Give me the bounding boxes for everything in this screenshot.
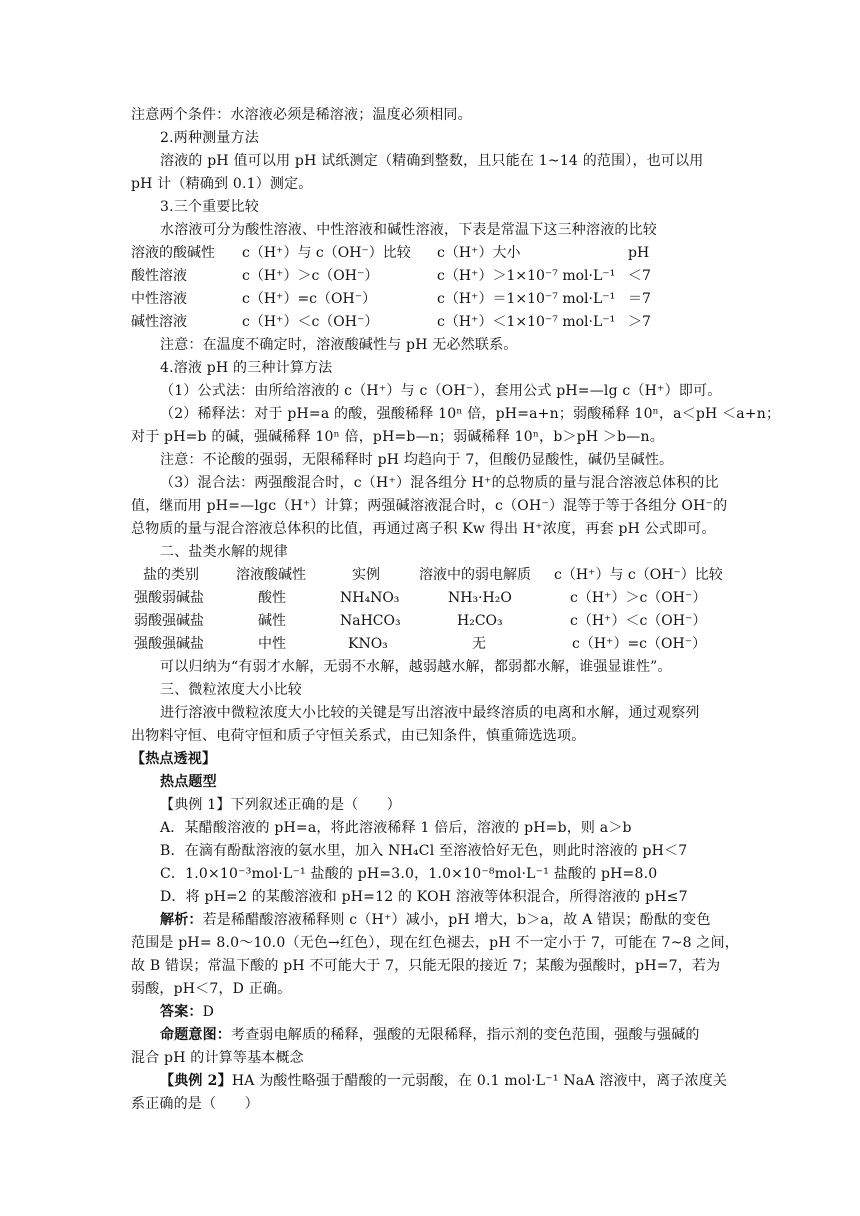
intent-text: 考查弱电解质的稀释，强酸的无限稀释，指示剂的变色范围，强酸与强碱的 [231,1027,700,1043]
analysis-text: 若是稀醋酸溶液稀释则 c（H⁺）减小，pH 增大，b＞a，故 A 错误；酚酞的变色 [202,912,711,928]
table-header-cell: c（H⁺）大小 [437,245,521,261]
text-line: （1）公式法：由所给溶液的 c（H⁺）与 c（OH⁻），套用公式 pH=—lg c（H⁺）即可。 [160,383,722,399]
table-cell: H₂CO₃ [457,613,503,629]
text-line: 溶液的 pH 值可以用 pH 试纸测定（精确到整数，且只能在 1~14 的范围），也可以用 [160,153,704,169]
table-cell: c（H⁺）=c（OH⁻） [572,636,707,652]
analysis-line [160,909,711,931]
table-cell: ＝7 [628,291,651,307]
option-d: D．将 pH=2 的某酸溶液和 pH=12 的 KOH 溶液等体积混合，所得溶液的 pH≤7 [160,889,688,905]
option-a: A．某醋酸溶液的 pH=a，将此溶液稀释 1 倍后，溶液的 pH=b，则 a＞b [160,820,632,836]
table-cell: c（H⁺）＞c（OH⁻） [570,590,707,606]
text-line: （3）混合法：两强酸混合时，c（H⁺）混各组分 H⁺的总物质的量与混合溶液总体积的比 [160,475,719,491]
table-cell: NH₃·H₂O [448,590,512,606]
table-cell: c（H⁺）＜1×10⁻⁷ mol·L⁻¹ [437,314,616,330]
text-line: 可以归纳为“有弱才水解，无弱不水解，越弱越水解，都弱都水解，谁强显谁性”。 [160,659,672,675]
table-header-cell: pH [628,245,650,261]
example-text: HA 为酸性略强于醋酸的一元弱酸，在 0.1 mol·L⁻¹ NaA 溶液中，离子浓度关 [231,1073,728,1089]
text-line: 总物质的量与混合溶液总体积的比值，再通过离子积 Kw 得出 H⁺浓度，再套 pH 公式即可。 [131,521,716,537]
section-heading: 二、盐类水解的规律 [160,544,288,560]
table-cell: 中性 [258,636,286,652]
intent-label: 命题意图： [160,1027,231,1043]
text-line: 对于 pH=b 的碱，强碱稀释 10ⁿ 倍，pH=b—n；弱碱稀释 10ⁿ，b＞pH ＞b—n。 [131,429,664,445]
table-header-cell: c（H⁺）与 c（OH⁻）比较 [554,567,723,583]
text-line: 注意：在温度不确定时，溶液酸碱性与 pH 无必然联系。 [160,337,518,353]
text-line: 进行溶液中微粒浓度大小比较的关键是写出溶液中最终溶质的电离和水解，通过观察列 [160,705,700,721]
text-line: 故 B 错误；常温下酸的 pH 不可能大于 7，只能无限的接近 7；某酸为强酸时，pH=7，若为 [131,958,721,974]
table-header-cell: 溶液中的弱电解质 [419,567,531,583]
table-header-cell: c（H⁺）与 c（OH⁻）比较 [242,245,411,261]
example-label: 【典例 2】 [160,1073,232,1089]
section-heading: 【热点透视】 [131,751,217,767]
text-line: 系正确的是（ ） [131,1096,259,1112]
answer-text: D [202,1004,215,1020]
section-heading: 3.三个重要比较 [160,199,259,215]
table-cell: 酸性 [258,590,286,606]
option-c: C．1.0×10⁻³mol·L⁻¹ 盐酸的 pH=3.0，1.0×10⁻⁸mol·L⁻¹ 盐酸的 pH=8.0 [160,866,658,882]
table-cell: 强酸弱碱盐 [134,590,204,606]
table-cell: NH₄NO₃ [340,590,400,606]
table-cell: c（H⁺）＞1×10⁻⁷ mol·L⁻¹ [437,268,616,284]
text-line: 注意：不论酸的强弱，无限稀释时 pH 均趋向于 7，但酸仍显酸性，碱仍呈碱性。 [160,452,674,468]
table-cell: 无 [472,636,486,652]
table-cell: c（H⁺）＜c（OH⁻） [242,314,379,330]
section-heading: 2.两种测量方法 [160,130,259,146]
table-cell: c（H⁺）＞c（OH⁻） [242,268,379,284]
table-cell: ＜7 [628,268,651,284]
section-heading: 4.溶液 pH 的三种计算方法 [160,360,333,376]
option-b: B．在滴有酚酞溶液的氨水里，加入 NH₄Cl 至溶液恰好无色，则此时溶液的 pH＜7 [160,843,688,859]
table-cell: 碱性溶液 [131,314,187,330]
text-line: 范围是 pH= 8.0～10.0（无色→红色），现在红色褪去，pH 不一定小于 7，可能在 7~8 之间， [131,935,739,951]
text-line: （2）稀释法：对于 pH=a 的酸，强酸稀释 10ⁿ 倍，pH=a+n；弱酸稀释 10ⁿ，a＜pH ＜a+n； [160,406,781,422]
table-cell: 弱酸强碱盐 [134,613,204,629]
table-cell: c（H⁺）＝1×10⁻⁷ mol·L⁻¹ [437,291,616,307]
intent-line [160,1024,700,1046]
answer-label: 答案： [160,1004,203,1020]
table-header-cell: 实例 [352,567,380,583]
text-line: 弱酸，pH＜7，D 正确。 [131,981,292,997]
text-line: pH 计（精确到 0.1）测定。 [131,176,313,192]
table-cell: NaHCO₃ [340,613,401,629]
table-cell: 碱性 [258,613,286,629]
table-cell: KNO₃ [348,636,388,652]
table-cell: 中性溶液 [131,291,187,307]
text-line: 注意两个条件：水溶液必须是稀溶液；温度必须相同。 [131,107,472,123]
table-cell: ＞7 [628,314,651,330]
table-cell: c（H⁺）＜c（OH⁻） [570,613,707,629]
table-header-cell: 溶液酸碱性 [236,567,306,583]
table-header-cell: 溶液的酸碱性 [131,245,215,261]
table-header-cell: 盐的类别 [143,567,199,583]
analysis-label: 解析： [160,912,203,928]
answer-line [160,1001,214,1023]
text-line: 值，继而用 pH=—lgc（H⁺）计算；两强碱溶液混合时，c（OH⁻）混等于等于各组分 OH⁻的 [131,498,728,514]
text-line: 出物料守恒、电荷守恒和质子守恒关系式，由已知条件，慎重筛选选项。 [131,728,586,744]
question-title: 【典例 1】下列叙述正确的是（ ） [160,797,401,813]
table-cell: c（H⁺）=c（OH⁻） [242,291,377,307]
question-title [160,1070,727,1092]
text-line: 混合 pH 的计算等基本概念 [131,1050,304,1066]
table-cell: 强酸强碱盐 [134,636,204,652]
text-line: 水溶液可分为酸性溶液、中性溶液和碱性溶液，下表是常温下这三种溶液的比较 [160,222,657,238]
table-cell: 酸性溶液 [131,268,187,284]
section-heading: 三、微粒浓度大小比较 [160,682,302,698]
section-heading: 热点题型 [160,774,217,790]
